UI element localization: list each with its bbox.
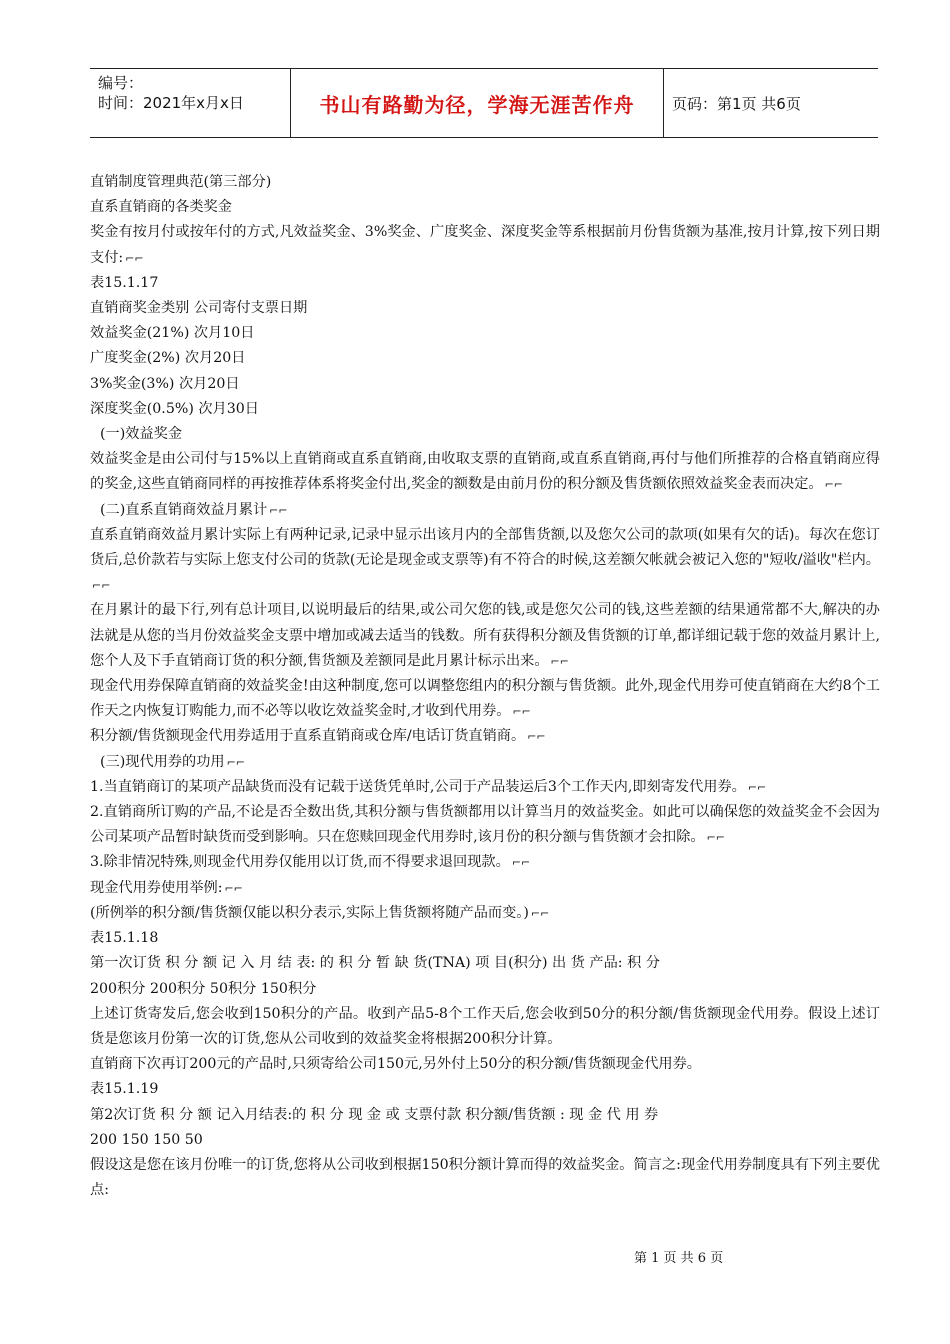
paragraph-text: 在月累计的最下行,列有总计项目,以说明最后的结果,或公司欠您的钱,或是您欠公司的钱,这些差额的结果通常都不大,解决的办法就是从您的当月份效益奖金支票中增加或减去适当的钱数。所有获得积分额及售货额的订单,都详细记载于您的效益月累计上,您个人及下手直销商订货的积分额,售货额及差额同是此月累计标示出来。 bbox=[90, 602, 880, 669]
paragraph-text: 现金代用券保障直销商的效益奖金!由这种制度,您可以调整您组内的积分额与售货额。此外,现金代用券可使直销商在大约8个工作天之内恢复订购能力,而不必等以收讫效益奖金时,才收到代用券。 bbox=[90, 678, 880, 720]
paragraph bbox=[90, 1077, 880, 1102]
paragraph-text: (所例举的积分额/售货额仅能以积分表示,实际上售货额将随产品而变。) bbox=[90, 904, 529, 921]
paragraph bbox=[90, 296, 880, 321]
paragraph bbox=[90, 1052, 880, 1077]
header-left-cell bbox=[90, 69, 290, 137]
paragraph bbox=[90, 498, 880, 523]
paragraph-mark-icon: ⌐⌐ bbox=[92, 579, 111, 593]
paragraph-text: 直系直销商的各类奖金 bbox=[90, 199, 232, 216]
paragraph-text: 表15.1.18 bbox=[90, 930, 159, 947]
paragraph bbox=[90, 195, 880, 220]
paragraph bbox=[90, 926, 880, 951]
paragraph bbox=[90, 724, 880, 749]
number-label: 编号： bbox=[98, 74, 144, 92]
time-label: 时间：2021年x月x日 bbox=[98, 94, 244, 112]
paragraph-mark-icon: ⌐⌐ bbox=[269, 503, 288, 517]
page-footer bbox=[634, 1247, 723, 1266]
paragraph bbox=[90, 850, 880, 875]
paragraph-text: 效益奖金(21%) 次月10日 bbox=[90, 325, 255, 342]
paragraph bbox=[90, 346, 880, 371]
paragraph-mark-icon: ⌐⌐ bbox=[706, 831, 726, 845]
motto-text: 书山有路勤为径，学海无涯苦作舟 bbox=[319, 92, 635, 117]
paragraph-text: 3.除非情况特殊,则现金代用券仅能用以订货,而不得要求退回现款。 bbox=[90, 854, 510, 871]
paragraph-text: 1.当直销商订的某项产品缺货而没有记载于送货凭单时,公司于产品装运后3个工作天内,即刻寄发代用券。 bbox=[90, 778, 746, 795]
paragraph bbox=[90, 170, 880, 195]
paragraph bbox=[90, 523, 880, 599]
paragraph-text: 2.直销商所订购的产品,不论是否全数出货,其积分额与售货额都用以计算当月的效益奖金。如此可以确保您的效益奖金不会因为公司某项产品暂时缺货而受到影响。只在您赎回现金代用券时,该月份的积分额与售货额才会扣除。 bbox=[90, 804, 880, 846]
header-page-label: 页码：第1页 共6页 bbox=[672, 94, 801, 113]
paragraph bbox=[90, 876, 880, 901]
paragraph-text: 200 150 150 50 bbox=[90, 1131, 203, 1148]
paragraph-mark-icon: ⌐⌐ bbox=[530, 906, 550, 920]
paragraph-mark-icon: ⌐⌐ bbox=[527, 730, 546, 744]
paragraph-text: (三)现代用券的功用 bbox=[100, 753, 225, 770]
paragraph-text: 直销商奖金类别 公司寄付支票日期 bbox=[90, 300, 308, 317]
paragraph-text: 假设这是您在该月份唯一的订货,您将从公司收到根据150积分额计算而得的效益奖金。简言之:现金代用券制度具有下列主要优点: bbox=[90, 1156, 880, 1199]
paragraph-text: 上述订货寄发后,您会收到150积分的产品。收到产品5-8个工作天后,您会收到50分的积分额/售货额现金代用券。假设上述订货是您该月份第一次的订货,您从公司收到的效益奖金将根据200积分计算。 bbox=[90, 1005, 880, 1047]
paragraph-mark-icon: ⌐⌐ bbox=[511, 856, 531, 870]
paragraph-text: 广度奖金(2%) 次月20日 bbox=[90, 350, 246, 367]
paragraph-text: 表15.1.19 bbox=[90, 1081, 159, 1098]
paragraph bbox=[90, 1103, 880, 1128]
paragraph bbox=[90, 372, 880, 397]
paragraph-mark-icon: ⌐⌐ bbox=[125, 251, 144, 265]
paragraph bbox=[90, 422, 880, 447]
paragraph bbox=[90, 1128, 880, 1153]
paragraph bbox=[90, 901, 880, 926]
paragraph bbox=[90, 674, 880, 724]
paragraph-mark-icon: ⌐⌐ bbox=[512, 705, 531, 719]
paragraph bbox=[90, 397, 880, 422]
paragraph-text: (二)直系直销商效益月累计 bbox=[100, 501, 268, 518]
paragraph-text: 第一次订货 积 分 额 记 入 月 结 表: 的 积 分 暂 缺 货(TNA) 项 目(积分) 出 货 产品: 积 分 bbox=[90, 955, 660, 972]
paragraph-text: 奖金有按月付或按年付的方式,凡效益奖金、3%奖金、广度奖金、深度奖金等系根据前月份售货额为基准,按月计算,按下列日期支付: bbox=[90, 224, 880, 266]
paragraph-text: 3%奖金(3%) 次月20日 bbox=[90, 375, 240, 392]
paragraph-text: 直销商下次再订200元的产品时,只须寄给公司150元,另外付上50分的积分额/售货额现金代用券。 bbox=[90, 1056, 701, 1073]
header-page-cell bbox=[664, 69, 878, 137]
page-header bbox=[90, 68, 878, 138]
document-body bbox=[90, 170, 880, 1203]
paragraph-text: 表15.1.17 bbox=[90, 274, 159, 291]
footer-page-number: 第 1 页 共 6 页 bbox=[634, 1251, 724, 1266]
paragraph bbox=[90, 598, 880, 674]
paragraph bbox=[90, 750, 880, 775]
paragraph bbox=[90, 951, 880, 976]
paragraph bbox=[90, 321, 880, 346]
paragraph bbox=[90, 800, 880, 850]
paragraph bbox=[90, 1002, 880, 1052]
paragraph-text: 积分额/售货额现金代用券适用于直系直销商或仓库/电话订货直销商。 bbox=[90, 728, 526, 745]
paragraph-text: (一)效益奖金 bbox=[100, 426, 183, 443]
paragraph-mark-icon: ⌐⌐ bbox=[224, 881, 243, 895]
header-motto-cell bbox=[290, 69, 664, 137]
paragraph-text: 效益奖金是由公司付与15%以上直销商或直系直销商,由收取支票的直销商,或直系直销商,再付与他们所推荐的合格直销商应得的奖金,这些直销商同样的再按推荐体系将奖金付出,奖金的额数是由前月份的积分额及售货额依照效益奖金表而决定。 bbox=[90, 451, 880, 493]
paragraph-mark-icon: ⌐⌐ bbox=[747, 780, 767, 794]
paragraph bbox=[90, 977, 880, 1002]
paragraph bbox=[90, 220, 880, 270]
paragraph-text: 深度奖金(0.5%) 次月30日 bbox=[90, 400, 259, 417]
paragraph-text: 直系直销商效益月累计实际上有两种记录,记录中显示出该月内的全部售货额,以及您欠公司的款项(如果有欠的话)。每次在您订货后,总价款若与实际上您支付公司的货款(无论是现金或支票等)有不符合的时候,这差额欠帐就会被记入您的"短收/溢收"栏内。 bbox=[90, 526, 880, 569]
paragraph-text: 200积分 200积分 50积分 150积分 bbox=[90, 980, 317, 997]
paragraph bbox=[90, 1153, 880, 1203]
paragraph-text: 第2次订货 积 分 额 记入月结表:的 积 分 现 金 或 支票付款 积分额/售货额 : 现 金 代 用 券 bbox=[90, 1106, 659, 1123]
paragraph-text: 现金代用券使用举例: bbox=[90, 879, 223, 896]
paragraph bbox=[90, 447, 880, 497]
paragraph-mark-icon: ⌐⌐ bbox=[550, 654, 569, 668]
paragraph bbox=[90, 775, 880, 800]
paragraph-text: 直销制度管理典范(第三部分) bbox=[90, 174, 272, 190]
paragraph-mark-icon: ⌐⌐ bbox=[226, 755, 246, 769]
paragraph bbox=[90, 271, 880, 296]
paragraph-mark-icon: ⌐⌐ bbox=[824, 478, 844, 492]
